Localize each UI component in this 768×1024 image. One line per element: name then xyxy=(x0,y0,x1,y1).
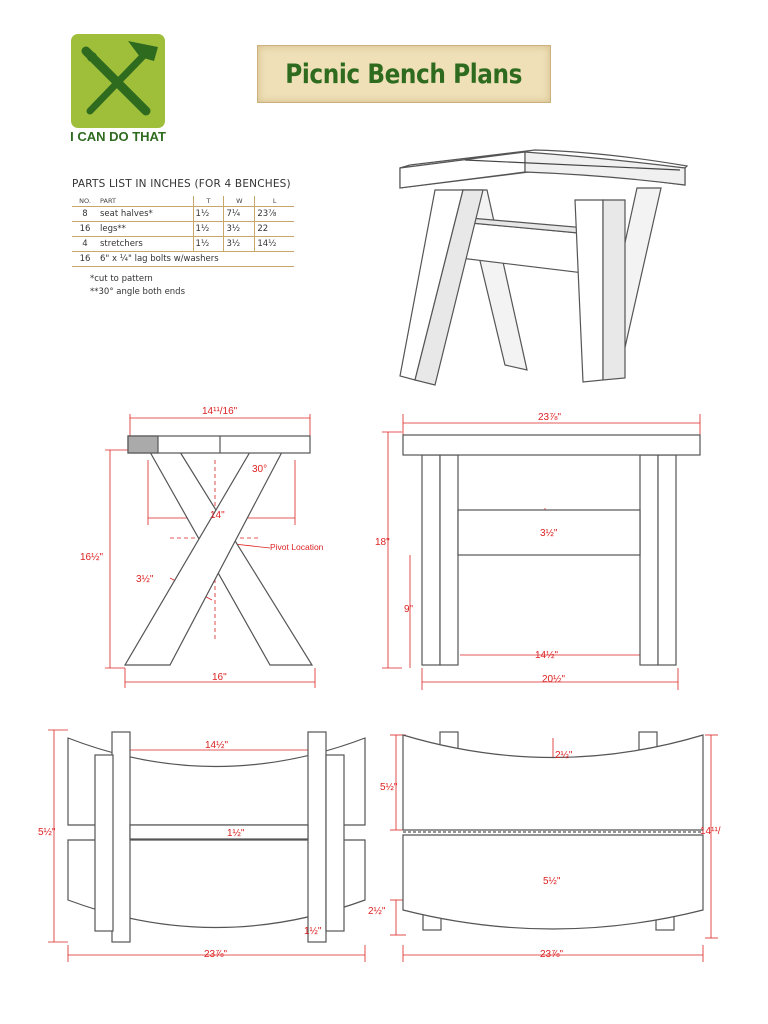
table-row xyxy=(72,252,294,267)
side-outer-dim: 20½" xyxy=(542,674,566,685)
cell-w: 7¼ xyxy=(224,207,255,222)
parts-list-heading: PARTS LIST IN INCHES (FOR 4 BENCHES) xyxy=(72,178,291,190)
bench-3d-illustration xyxy=(375,130,695,390)
top-depth-dim: 2½" xyxy=(555,750,573,761)
bottom-length-dim: 23⅞" xyxy=(204,949,228,960)
end-top-dim: 14¹¹/16" xyxy=(202,406,238,417)
cell-t: 1½ xyxy=(193,207,224,222)
logo-text: I CAN DO THAT xyxy=(70,129,166,144)
side-height-dim: 18" xyxy=(375,537,390,548)
top-half-dim: 5½" xyxy=(380,782,398,793)
cell-no: 4 xyxy=(72,237,98,252)
cell-part: stretchers xyxy=(98,237,193,252)
cell-w: 3½ xyxy=(224,237,255,252)
side-inner-dim: 14½" xyxy=(535,650,559,661)
col-t: T xyxy=(193,196,224,207)
cell-no: 16 xyxy=(72,222,98,237)
top-mid-dim: 5½" xyxy=(543,876,561,887)
end-mid-dim: 14" xyxy=(210,510,225,521)
note-cut: *cut to pattern xyxy=(90,274,153,284)
title-banner xyxy=(257,45,551,103)
parts-list xyxy=(72,178,294,299)
parts-notes xyxy=(72,273,294,299)
end-height-dim: 16½" xyxy=(80,552,104,563)
cell-l: 14½ xyxy=(255,237,294,252)
bottom-top-dim: 14½" xyxy=(205,740,229,751)
cell-no: 16 xyxy=(72,252,98,267)
side-view-drawing xyxy=(370,400,710,700)
end-base-dim: 16" xyxy=(212,672,227,683)
end-angle-dim: 30° xyxy=(252,464,268,475)
top-right-dim: 14¹¹/ xyxy=(700,826,721,837)
top-bottom-depth-dim: 2½" xyxy=(368,906,386,917)
cell-l: 22 xyxy=(255,222,294,237)
col-no: NO. xyxy=(72,196,98,207)
cell-no: 8 xyxy=(72,207,98,222)
cell-t: 1½ xyxy=(193,222,224,237)
bottom-stretcher-dim: 1½" xyxy=(227,828,245,839)
parts-table xyxy=(72,196,294,267)
bottom-view-drawing xyxy=(40,720,375,970)
cell-part: legs** xyxy=(98,222,193,237)
table-row xyxy=(72,237,294,252)
table-row xyxy=(72,207,294,222)
pivot-label: Pivot Location xyxy=(270,542,324,552)
end-view-drawing xyxy=(80,400,340,700)
note-angle: **30° angle both ends xyxy=(90,287,186,297)
cell-part: seat halves* xyxy=(98,207,193,222)
top-view-drawing xyxy=(368,720,730,970)
cell-w: 3½ xyxy=(224,222,255,237)
col-l: L xyxy=(255,196,294,207)
table-row xyxy=(72,222,294,237)
side-stretcher-height-dim: 9" xyxy=(404,604,414,615)
top-length-dim: 23⅞" xyxy=(540,949,564,960)
bottom-height-dim: 5½" xyxy=(38,827,56,838)
bottom-leg-dim: 1½" xyxy=(304,926,322,937)
parts-table-header xyxy=(72,196,294,207)
col-part: PART xyxy=(98,196,193,207)
cell-t: 1½ xyxy=(193,237,224,252)
cell-l: 23⅞ xyxy=(255,207,294,222)
end-leg-dim: 3½" xyxy=(136,574,154,585)
i-can-do-that-logo xyxy=(70,33,166,145)
cell-part: 6" x ¼" lag bolts w/washers xyxy=(98,252,294,267)
side-top-dim: 23⅞" xyxy=(538,412,562,423)
page-title: Picnic Bench Plans xyxy=(285,58,523,90)
col-w: W xyxy=(224,196,255,207)
side-stretcher-dim: 3½" xyxy=(540,528,558,539)
